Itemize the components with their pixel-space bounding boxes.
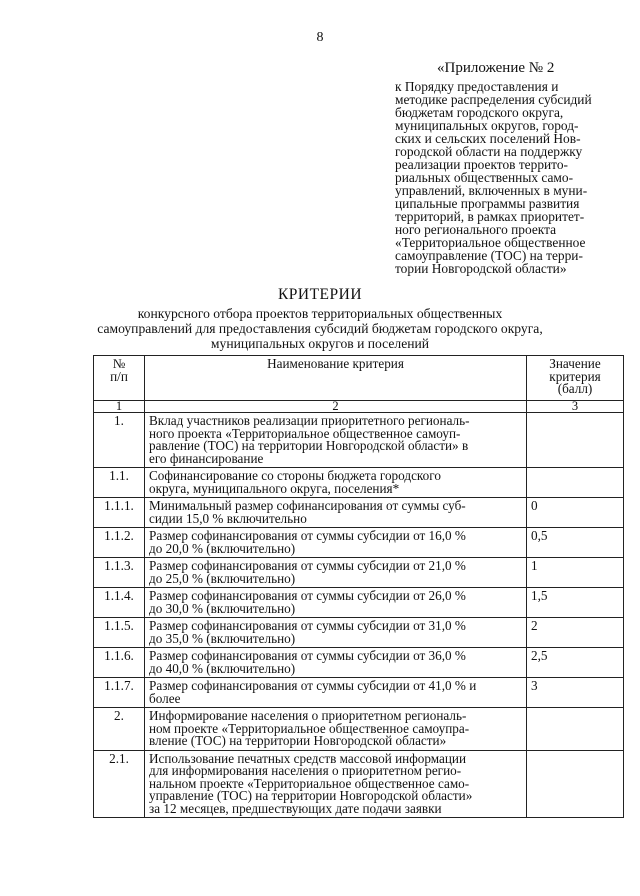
criterion-number: 1.1.7.: [94, 678, 145, 708]
appendix-line: «Территориальное общественное: [395, 235, 586, 250]
document-title: КРИТЕРИИ: [277, 286, 363, 303]
table-row: [94, 678, 624, 708]
appendix-line: бюджетам городского округа,: [395, 105, 564, 120]
header-value: [527, 356, 624, 401]
criterion-name: [145, 750, 527, 818]
criterion-name: [145, 558, 527, 588]
subtitle-line: муниципальных округов и поселений: [210, 336, 430, 351]
criterion-name-line: Минимальный размер софинансирования от суммы суб-: [149, 498, 466, 513]
table-row: [94, 618, 624, 648]
criterion-name: [145, 588, 527, 618]
appendix-line: муниципальных округов, город-: [395, 118, 579, 133]
table-row: [94, 648, 624, 678]
criterion-value: 0: [527, 498, 624, 528]
criterion-name-line: нальном проекте «Территориальное общественное само-: [149, 775, 470, 791]
criterion-name-line: Софинансирование со стороны бюджета городского: [149, 468, 441, 483]
criterion-number: 2.1.: [94, 750, 145, 818]
criterion-value: [527, 413, 624, 468]
criterion-name-line: до 40,0 % (включительно): [149, 660, 296, 676]
criterion-name-line: до 25,0 % (включительно): [149, 570, 296, 586]
criterion-number: 1.1.1.: [94, 498, 145, 528]
criterion-name: [145, 708, 527, 751]
table-row: [94, 468, 624, 498]
criterion-name: [145, 413, 527, 468]
appendix-line: ских и сельских поселений Нов-: [395, 131, 581, 146]
appendix-line: управлений, включенных в муни-: [395, 183, 588, 198]
criterion-value: 2: [527, 618, 624, 648]
criterion-name: [145, 498, 527, 528]
criterion-number: 2.: [94, 708, 145, 751]
criterion-value: [527, 468, 624, 498]
appendix-line: ципальные программы развития: [395, 196, 580, 211]
appendix-line: тории Новгородской области»: [395, 261, 567, 276]
criterion-number: 1.: [94, 413, 145, 468]
table-row: [94, 750, 624, 818]
appendix-line: территорий, в рамках приоритет-: [395, 209, 585, 224]
criterion-name-line: сидии 15,0 % включительно: [149, 510, 307, 526]
criterion-name-line: до 30,0 % (включительно): [149, 600, 296, 616]
criteria-table: [93, 355, 624, 818]
criterion-name: [145, 618, 527, 648]
table-row: [94, 498, 624, 528]
criterion-value: 3: [527, 678, 624, 708]
criterion-name: [145, 648, 527, 678]
criterion-name-line: управление (ТОС) на территории Новгородской области»: [149, 788, 473, 803]
appendix-line: риальных общественных само-: [395, 170, 574, 185]
header-value-line: Значение: [549, 356, 601, 371]
criterion-number: 1.1.2.: [94, 528, 145, 558]
appendix-line: реализации проектов террито-: [395, 157, 569, 172]
index-cell-1: 1: [94, 401, 145, 413]
criterion-number: 1.1.: [94, 468, 145, 498]
table-row: [94, 558, 624, 588]
criterion-value: 1: [527, 558, 624, 588]
criterion-value: [527, 708, 624, 751]
criterion-name-line: вление (ТОС) на территории Новгородской области»: [149, 733, 447, 748]
criterion-name-line: ном проекте «Территориальное общественное самоупра-: [149, 720, 470, 736]
table-index-row: [94, 401, 624, 413]
table-row: [94, 588, 624, 618]
criterion-name-line: ного проекта «Территориальное общественное самоуп-: [149, 425, 461, 441]
criterion-name: [145, 528, 527, 558]
criterion-name-line: его финансирование: [149, 450, 264, 466]
appendix-line: к Порядку предоставления и: [395, 79, 559, 94]
page-number: 8: [316, 30, 324, 45]
header-name: Наименование критерия: [145, 356, 527, 401]
criterion-name-line: Использование печатных средств массовой информации: [149, 750, 467, 766]
criterion-value: 1,5: [527, 588, 624, 618]
criterion-name-line: до 20,0 % (включительно): [149, 540, 296, 556]
criterion-value: 2,5: [527, 648, 624, 678]
appendix-line: городской области на поддержку: [395, 144, 583, 159]
criterion-name: [145, 468, 527, 498]
criterion-value: [527, 750, 624, 818]
criterion-name-line: до 35,0 % (включительно): [149, 630, 296, 646]
criterion-name-line: Вклад участников реализации приоритетного региональ-: [149, 413, 470, 428]
header-value-line: критерия: [549, 368, 601, 384]
appendix-title: «Приложение № 2: [437, 60, 555, 76]
table-row: [94, 528, 624, 558]
appendix-line: методике распределения субсидий: [395, 92, 592, 107]
criterion-name-line: Размер софинансирования от суммы субсидии от 16,0 %: [149, 528, 466, 543]
subtitle-line: конкурсного отбора проектов территориальных общественных: [137, 306, 503, 321]
header-value-line: (балл): [557, 381, 593, 396]
document-subtitle: [80, 306, 560, 351]
criterion-name-line: Размер софинансирования от суммы субсидии от 31,0 %: [149, 618, 466, 633]
appendix-line: ного регионального проекта: [395, 222, 557, 237]
header-number: [94, 356, 145, 401]
criterion-number: 1.1.6.: [94, 648, 145, 678]
table-row: [94, 413, 624, 468]
index-cell-2: 2: [145, 401, 527, 413]
criterion-name-line: Информирование населения о приоритетном региональ-: [149, 708, 467, 723]
criterion-number: 1.1.5.: [94, 618, 145, 648]
criterion-name-line: Размер софинансирования от суммы субсидии от 26,0 %: [149, 588, 466, 603]
criterion-value: 0,5: [527, 528, 624, 558]
criterion-name-line: для информирования населения о приоритетном регио-: [149, 763, 462, 778]
criterion-number: 1.1.3.: [94, 558, 145, 588]
table-row: [94, 708, 624, 751]
criterion-name-line: за 12 месяцев, предшествующих дате подачи заявки: [149, 800, 442, 816]
index-cell-3: 3: [527, 401, 624, 413]
criterion-name-line: Размер софинансирования от суммы субсидии от 41,0 % и: [149, 678, 477, 693]
criterion-name-line: более: [149, 690, 181, 706]
appendix-line: самоуправление (ТОС) на терри-: [395, 248, 583, 263]
criterion-name-line: округа, муниципального округа, поселения*: [149, 480, 400, 496]
criterion-name-line: равление (ТОС) на территории Новгородской области» в: [149, 438, 469, 453]
criterion-name: [145, 678, 527, 708]
table-header-row: [94, 356, 624, 401]
subtitle-line: самоуправлений для предоставления субсидий бюджетам городского округа,: [97, 321, 543, 336]
criterion-name-line: Размер софинансирования от суммы субсидии от 36,0 %: [149, 648, 466, 663]
criterion-number: 1.1.4.: [94, 588, 145, 618]
header-number-line: №: [112, 356, 126, 371]
header-number-line: п/п: [110, 368, 128, 384]
criterion-name-line: Размер софинансирования от суммы субсидии от 21,0 %: [149, 558, 466, 573]
criteria-table-body: [94, 413, 624, 818]
appendix-reference: [395, 80, 621, 275]
